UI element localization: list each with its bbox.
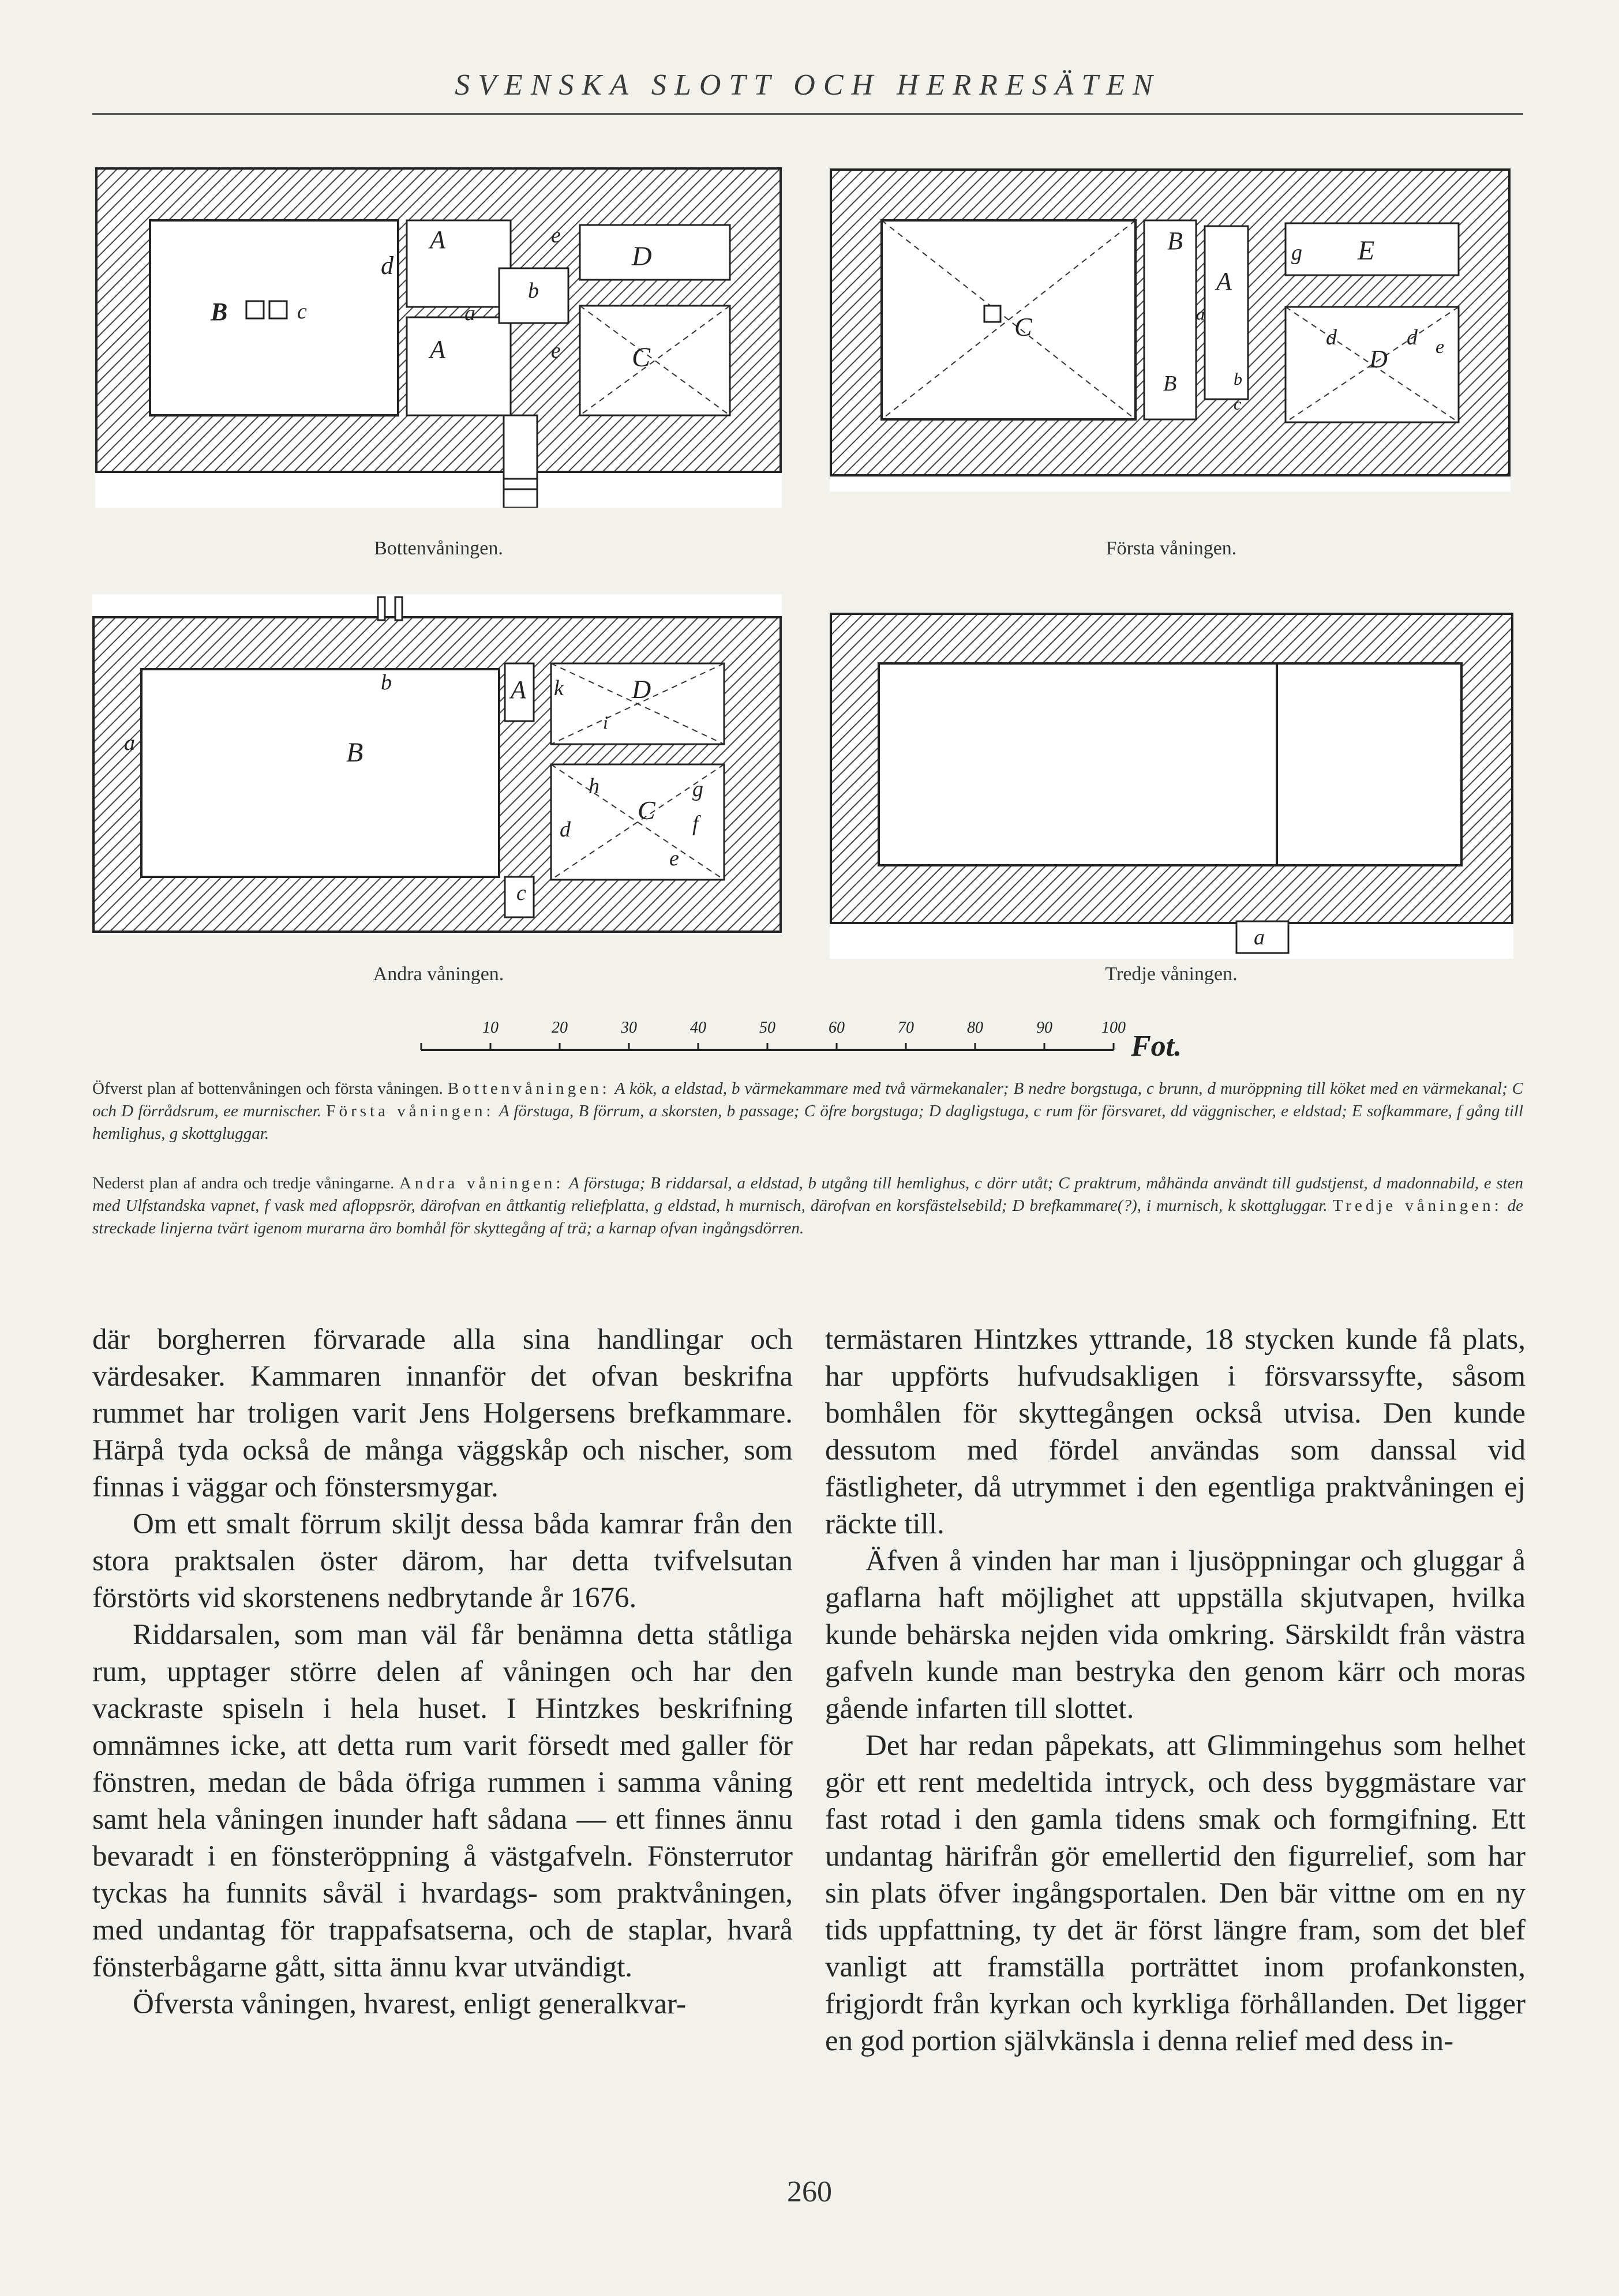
- svg-text:f: f: [692, 812, 699, 836]
- svg-text:b: b: [1234, 370, 1242, 389]
- scale-tick-label: 20: [552, 1019, 568, 1037]
- svg-text:a: a: [1254, 925, 1265, 950]
- legend-intro: Nederst plan af andra och tredje våningarne.: [92, 1174, 395, 1192]
- svg-text:e: e: [551, 223, 561, 247]
- caption-bottom-floor: Bottenvåningen.: [374, 538, 503, 559]
- svg-text:e: e: [669, 846, 679, 871]
- page-number: 260: [787, 2175, 832, 2208]
- svg-text:d: d: [381, 252, 393, 280]
- scale-tick-label: 80: [967, 1019, 983, 1037]
- svg-text:A: A: [430, 335, 445, 363]
- svg-text:D: D: [632, 674, 651, 704]
- scale-tick-label: 10: [482, 1019, 499, 1037]
- legend-label: Första våningen:: [326, 1102, 494, 1120]
- svg-text:E: E: [1358, 235, 1375, 266]
- scale-tick-label: 60: [829, 1019, 845, 1037]
- legend-label: Tredje våningen:: [1332, 1196, 1502, 1215]
- scale-tick-label: 40: [690, 1019, 706, 1037]
- paragraph: Riddarsalen, som man väl får benämna detta ståtliga rum, upptager större delen af våningen och har den vackraste spiseln i hela huset. I Hintzkes beskrifning omnämnes icke, att detta rum varit försedt med galler för fönstren, medan de båda öfriga rummen i samma våning samt hela våningen inunder haft sådana — ett finnes ännu bevaradt i en fönsteröppning å västgafveln. Fönsterrutor tyckas ha funnits såväl i hvardags- som praktvåningen, med undantag för trappafsatserna, och de staplar, hvarå fönsterbågarne gått, sitta ännu kvar utvändigt.: [92, 1619, 793, 1983]
- paragraph: Äfven å vinden har man i ljusöppningar och gluggar å gaflarna haft möjlighet att uppställa skjutvapen, hvilka kunde behärska nejden vida omkring. Särskildt från västra gafveln kunde man bestryka den genom kärr och moras gående infarten till slottet.: [825, 1545, 1526, 1725]
- body-column-left: [92, 1321, 793, 2023]
- svg-text:d: d: [1326, 325, 1337, 350]
- svg-text:B: B: [211, 298, 228, 326]
- legend-text: A förstuga, B förrum, a skorsten, b passage; C öfre borgstuga; D dagligstuga, c rum för försvaret, dd väggnischer, e eldstad; E sofkammare, f gång till hemlighus, g skottgluggar.: [92, 1102, 1524, 1143]
- svg-text:i: i: [603, 712, 608, 733]
- legend-intro: Öfverst plan af bottenvåningen och första våningen.: [92, 1079, 443, 1098]
- svg-text:b: b: [381, 670, 392, 695]
- paragraph: där borgherren förvarade alla sina handlingar och värdesaker. Kammaren innanför det ofvan beskrifna rummet har troligen varit Jens Holgersens brefkammare. Härpå tyda också de många väggskåp och nischer, som finnas i väggar och fönstersmygar.: [92, 1323, 793, 1503]
- scale-tick-label: 70: [898, 1019, 914, 1037]
- svg-text:a: a: [464, 301, 475, 325]
- floor-plan-bottom: [95, 167, 782, 508]
- legend-label: Andra våningen:: [399, 1174, 564, 1192]
- svg-text:C: C: [638, 796, 655, 825]
- paragraph: Om ett smalt förrum skiljt dessa båda kamrar från den stora praktsalen öster därom, har detta tvifvelsutan förstörts vid skorstenens nedbrytande år 1676.: [92, 1508, 793, 1614]
- floor-plan-third: [830, 613, 1513, 959]
- svg-text:A: A: [1216, 267, 1232, 295]
- svg-text:B: B: [346, 737, 363, 768]
- legend-text: de streckade linjerna tvärt igenom murarna äro bomhål för skyttegång af trä; a karnap ofvan ingångsdörren.: [92, 1196, 1524, 1237]
- svg-text:d: d: [560, 817, 571, 842]
- scale-tick-label: 100: [1101, 1019, 1126, 1037]
- caption-second-floor: Andra våningen.: [373, 963, 504, 985]
- plan-legend-upper: [92, 1078, 1523, 1145]
- svg-text:c: c: [1234, 395, 1242, 414]
- svg-text:g: g: [1291, 241, 1302, 265]
- floor-plan-first: [830, 168, 1511, 492]
- scale-unit: Fot.: [1131, 1030, 1182, 1063]
- svg-text:d: d: [1407, 325, 1418, 350]
- caption-first-floor: Första våningen.: [1105, 538, 1237, 559]
- svg-text:g: g: [692, 777, 703, 801]
- svg-text:A: A: [430, 226, 445, 254]
- legend-text: A förstuga; B riddarsal, a eldstad, b utgång till hemlighus, c dörr utåt; C praktrum, måhända användt till gudstjenst, d madonnabild, e sten med Ulfstandska vapnet, f vask med afloppsrör, därofvan en åttkantig reliefplatta, g eldstad, h murnisch, därofvan en korsfästelsebild; D brefkammare(?), i murnisch, k skottgluggar.: [92, 1174, 1523, 1215]
- scale-tick-label: 30: [621, 1019, 637, 1037]
- svg-text:B: B: [1163, 372, 1177, 396]
- svg-text:D: D: [632, 241, 652, 272]
- paragraph: Det har redan påpekats, att Glimmingehus som helhet gör ett rent medeltida intryck, och dess byggmästare var fast rotad i den gamla tidens smak och formgifning. Ett undantag härifrån gör emellertid den figurrelief, som har sin plats öfver ingångsportalen. Den bär vittne om en ny tids uppfattning, ty det är först längre fram, som det blef vanligt att framställa porträttet inom profankonsten, frigjordt från kyrkan och kyrkliga förhållanden. Det ligger en god portion självkänsla i denna relief med dess in-: [825, 1729, 1526, 2057]
- paragraph: termästaren Hintzkes yttrande, 18 stycken kunde få plats, har uppförts hufvudsakligen i försvarssyfte, såsom bomhålen för skyttegången också utvisa. Den kunde dessutom med fördel användas som danssal vid fästligheter, då utrymmet i den egentliga praktvåningen ej räckte till.: [825, 1323, 1526, 1540]
- svg-text:C: C: [632, 342, 651, 373]
- svg-text:k: k: [554, 676, 564, 700]
- body-column-right: [825, 1321, 1526, 2059]
- legend-text: A kök, a eldstad, b värmekammare med två värmekanaler; B nedre borgstuga, c brunn, d muröppning till köket med en värmekanal; C och D förrådsrum, ee murnischer.: [92, 1079, 1524, 1120]
- svg-text:e: e: [551, 339, 561, 363]
- floor-plan-second: [92, 594, 782, 935]
- running-title: SVENSKA SLOTT OCH HERRESÄTEN: [455, 69, 1161, 102]
- scale-bar: [415, 1004, 1223, 1073]
- svg-text:c: c: [297, 299, 307, 324]
- svg-text:a: a: [1196, 305, 1205, 324]
- svg-text:e: e: [1436, 336, 1445, 358]
- plan-legend-lower: [92, 1172, 1523, 1240]
- svg-text:C: C: [1014, 312, 1032, 342]
- svg-text:D: D: [1369, 345, 1388, 373]
- svg-text:B: B: [1167, 227, 1183, 255]
- svg-text:a: a: [124, 731, 135, 755]
- svg-text:h: h: [589, 774, 599, 798]
- paragraph: Öfversta våningen, hvarest, enligt generalkvar-: [133, 1988, 687, 2020]
- header-rule: [92, 113, 1523, 115]
- svg-text:A: A: [511, 676, 526, 704]
- svg-text:c: c: [516, 881, 526, 905]
- scale-tick-label: 90: [1036, 1019, 1052, 1037]
- scale-tick-label: 50: [759, 1019, 775, 1037]
- legend-label: Bottenvåningen:: [447, 1079, 610, 1098]
- caption-third-floor: Tredje våningen.: [1105, 963, 1238, 985]
- svg-text:b: b: [528, 279, 539, 303]
